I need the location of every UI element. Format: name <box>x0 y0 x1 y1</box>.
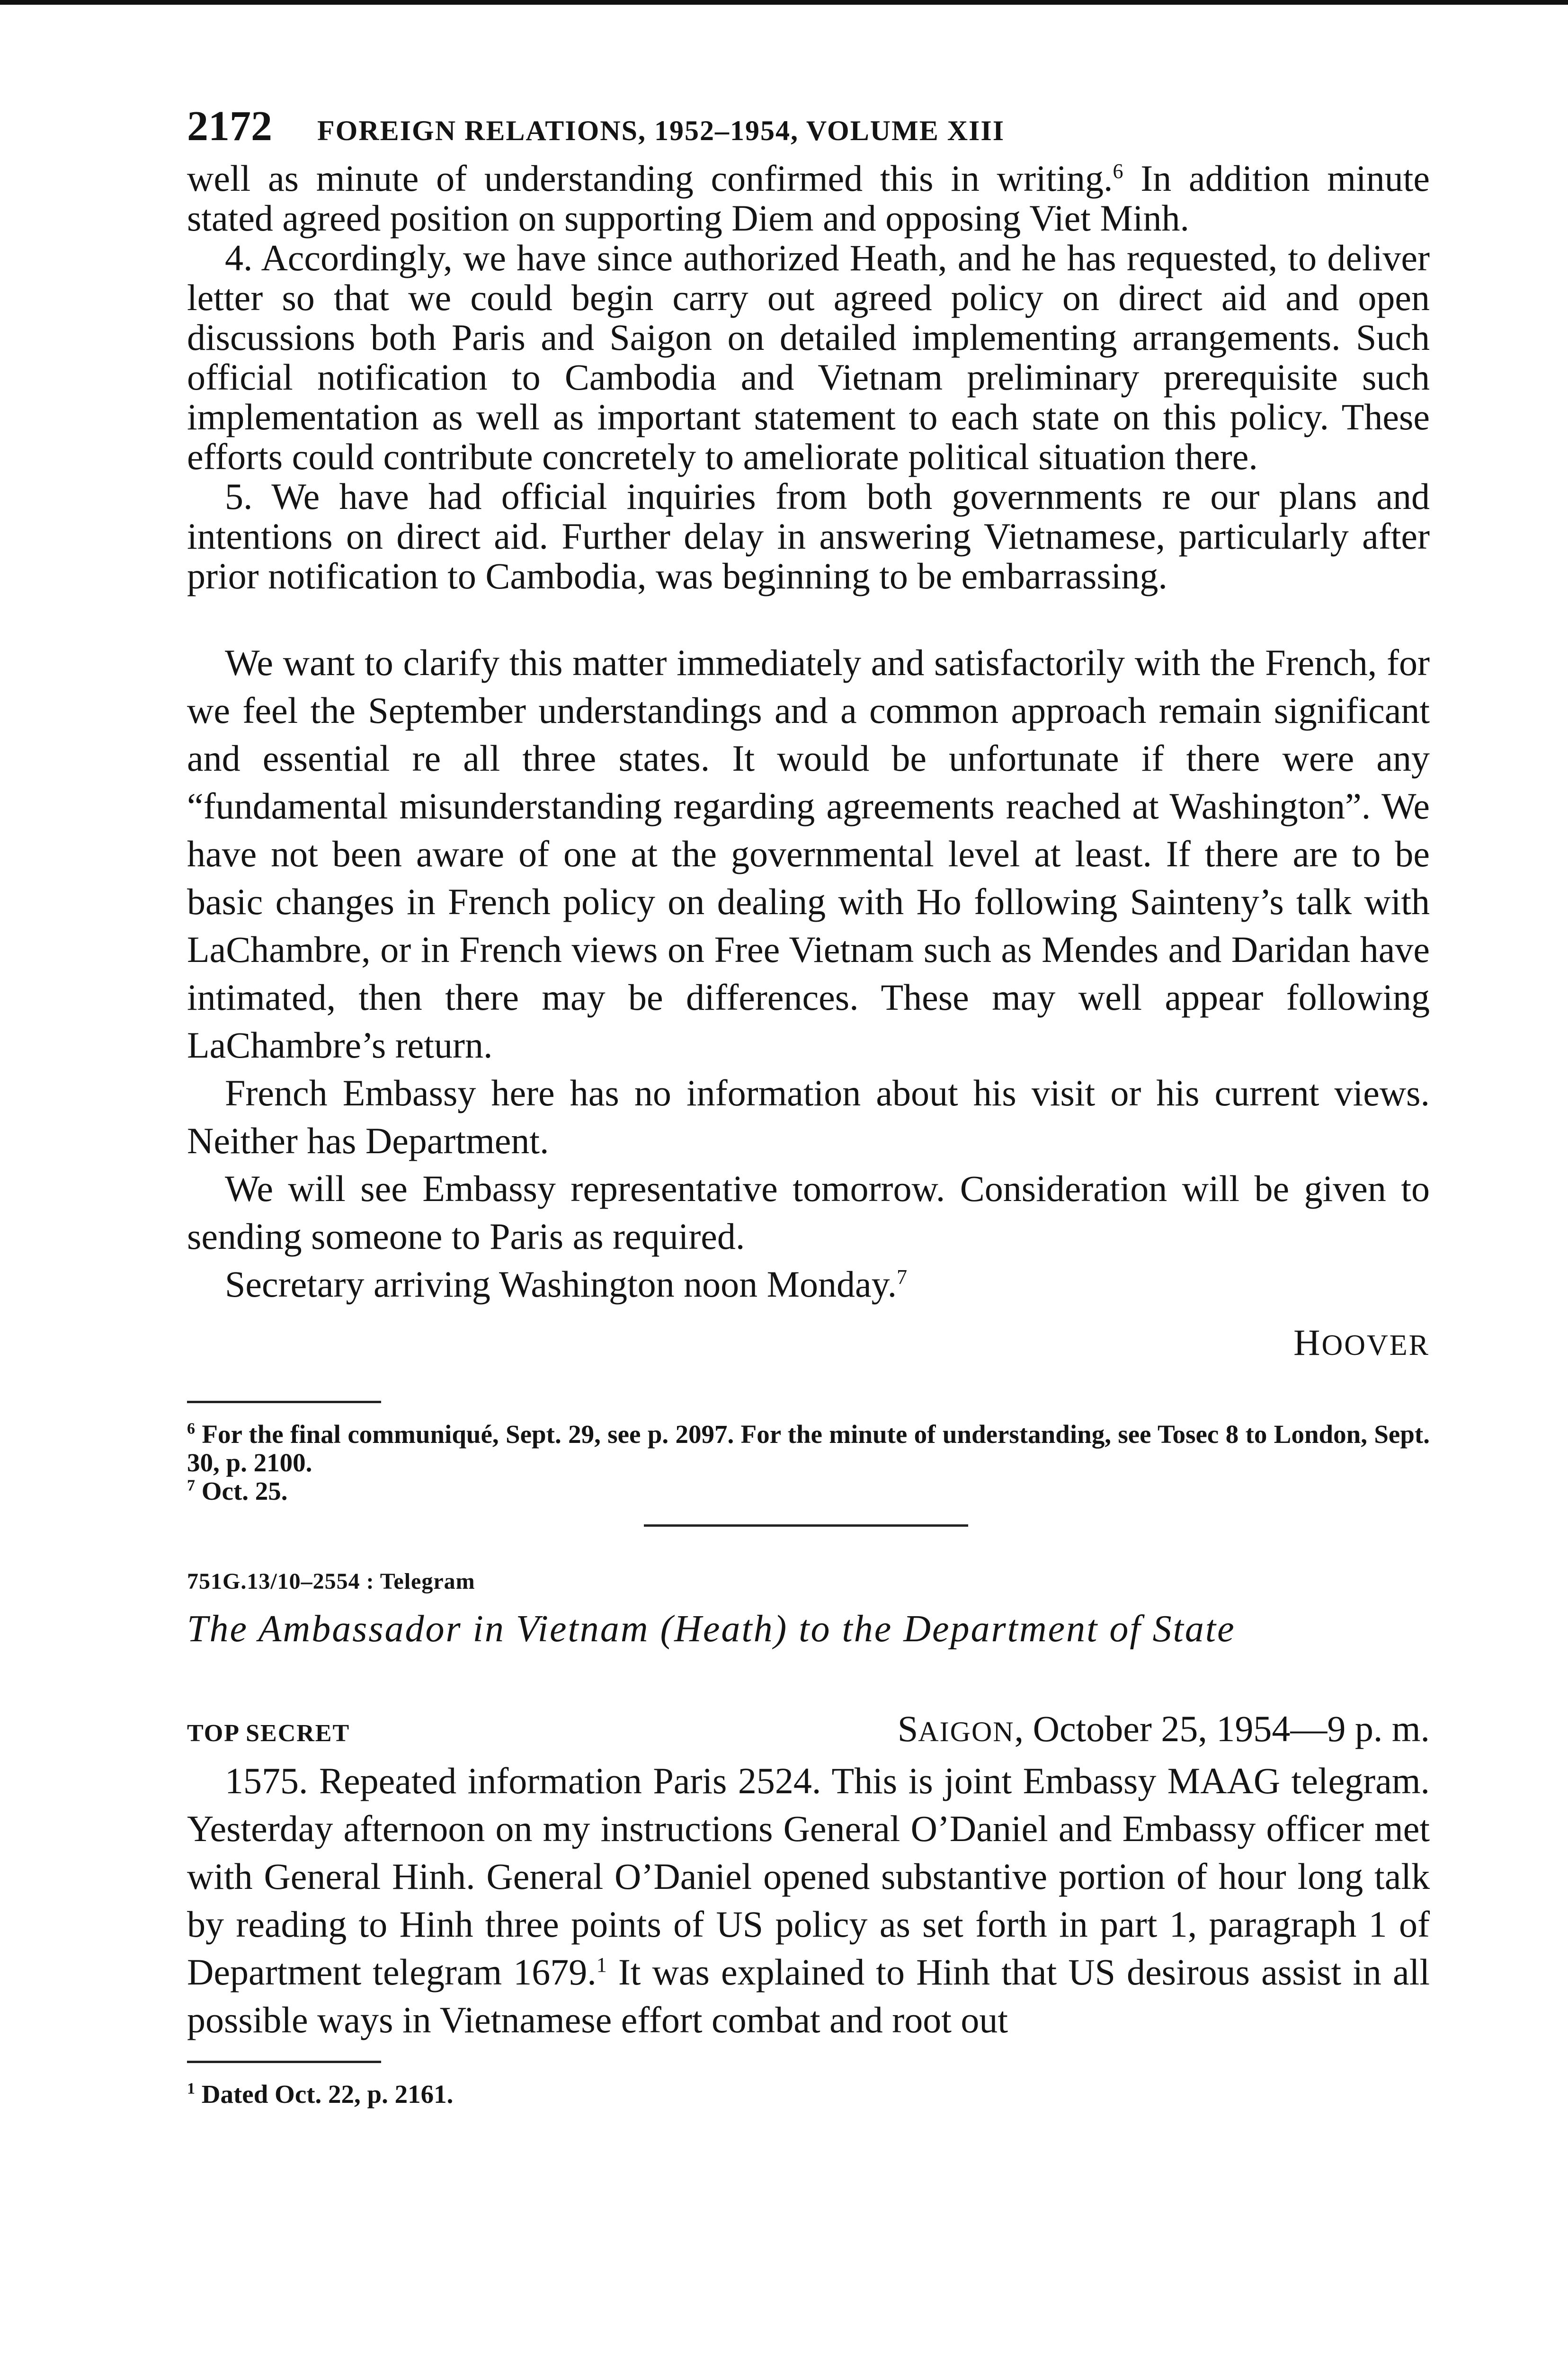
paragraph-secretary: Secretary arriving Washington noon Monday.$^7$ <box>225 1264 908 1305</box>
footnote-ref-6: 6 <box>1113 160 1123 183</box>
footnote-7: $^7$ Oct. 25. <box>187 1477 288 1505</box>
running-title: FOREIGN RELATIONS, 1952–1954, VOLUME XIII <box>317 115 1005 146</box>
numbered-paragraphs <box>187 159 1430 596</box>
page-number: 2172 <box>187 103 272 150</box>
paragraph-see-embassy: We will see Embassy representative tomorrow. Consideration will be given to sending someone to Paris as required. <box>187 1168 1430 1257</box>
paragraph-5: 5. We have had official inquiries from both governments re our plans and intentions on direct aid. Further delay in answering Vietnamese, particularly after prior notification to Cambodia, was beginning to be embarrassing. <box>187 476 1430 596</box>
paragraph-4: 4. Accordingly, we have since authorized Heath, and he has requested, to deliver letter so that we could begin carry out agreed policy on direct aid and open discussions both Paris and Saigon on detailed implementing arrangements. Such official notification to Cambodia and Vietnam preliminary prerequisite such implementation as well as important statement to each state on this policy. These efforts could contribute concretely to ameliorate political situation there. <box>187 237 1430 477</box>
telegram-body <box>187 1757 1430 2044</box>
telegram-paragraph: 1575. Repeated information Paris 2524. This is joint Embassy MAAG telegram. Yesterday afternoon on my instructions General O’Daniel and Embassy officer met with General Hinh. General O’Daniel opened substantive portion of hour long talk by reading to Hinh three points of US policy as set forth in part 1, paragraph 1 of Department telegram 1679.$^1$ It was explained to Hinh that US desirous assist in all possible ways in Vietnamese effort combat and root out <box>187 1760 1430 2040</box>
footnote-ref-7: 7 <box>897 1265 908 1289</box>
classification-dateline <box>187 1708 1430 1750</box>
closing-paragraphs <box>187 639 1430 1308</box>
footnote-rule <box>187 1401 381 1403</box>
file-reference: 751G.13/10–2554 : Telegram <box>187 1569 475 1594</box>
paragraph-french-embassy: French Embassy here has no information about his visit or his current views. Neither has Department. <box>187 1072 1430 1161</box>
top-border-line <box>0 0 1568 5</box>
continued-paragraph: well as minute of understanding confirmed this in writing.$^6$ In addition minute stated agreed position on supporting Diem and opposing Viet Minh. <box>187 158 1430 239</box>
document-heading: The Ambassador in Vietnam (Heath) to the Department of State <box>187 1608 1236 1650</box>
footnote-ref-1: 1 <box>596 1953 607 1976</box>
footnote-rule-2 <box>187 2061 381 2063</box>
paragraph-clarify: We want to clarify this matter immediately and satisfactorily with the French, for we feel the September understandings and a common approach remain significant and essential re all three states. It would be unfortunate if there were any “fundamental misunderstanding regarding agreements reached at Washington”. We have not been aware of one at the governmental level at least. If there are to be basic changes in French policy on dealing with Ho following Sainteny’s talk with LaChambre, or in French views on Free Vietnam such as Mendes and Daridan have intimated, then there may be differences. These may well appear following LaChambre’s return. <box>187 642 1430 1066</box>
signature: HOOVER <box>1293 1322 1430 1363</box>
document-page <box>187 102 1430 2109</box>
footnote-1: $^1$ Dated Oct. 22, p. 2161. <box>187 2080 454 2109</box>
dateline: SAIGON, October 25, 1954—9 p. m. <box>897 1708 1430 1749</box>
classification: TOP SECRET <box>187 1720 350 1747</box>
footnote-6: $^6$ For the final communiqué, Sept. 29, see p. 2097. For the minute of understanding, see Tosec 8 to London, Sept. 30, p. 2100. <box>187 1420 1430 1477</box>
section-divider <box>644 1524 968 1527</box>
running-header <box>187 102 1430 159</box>
